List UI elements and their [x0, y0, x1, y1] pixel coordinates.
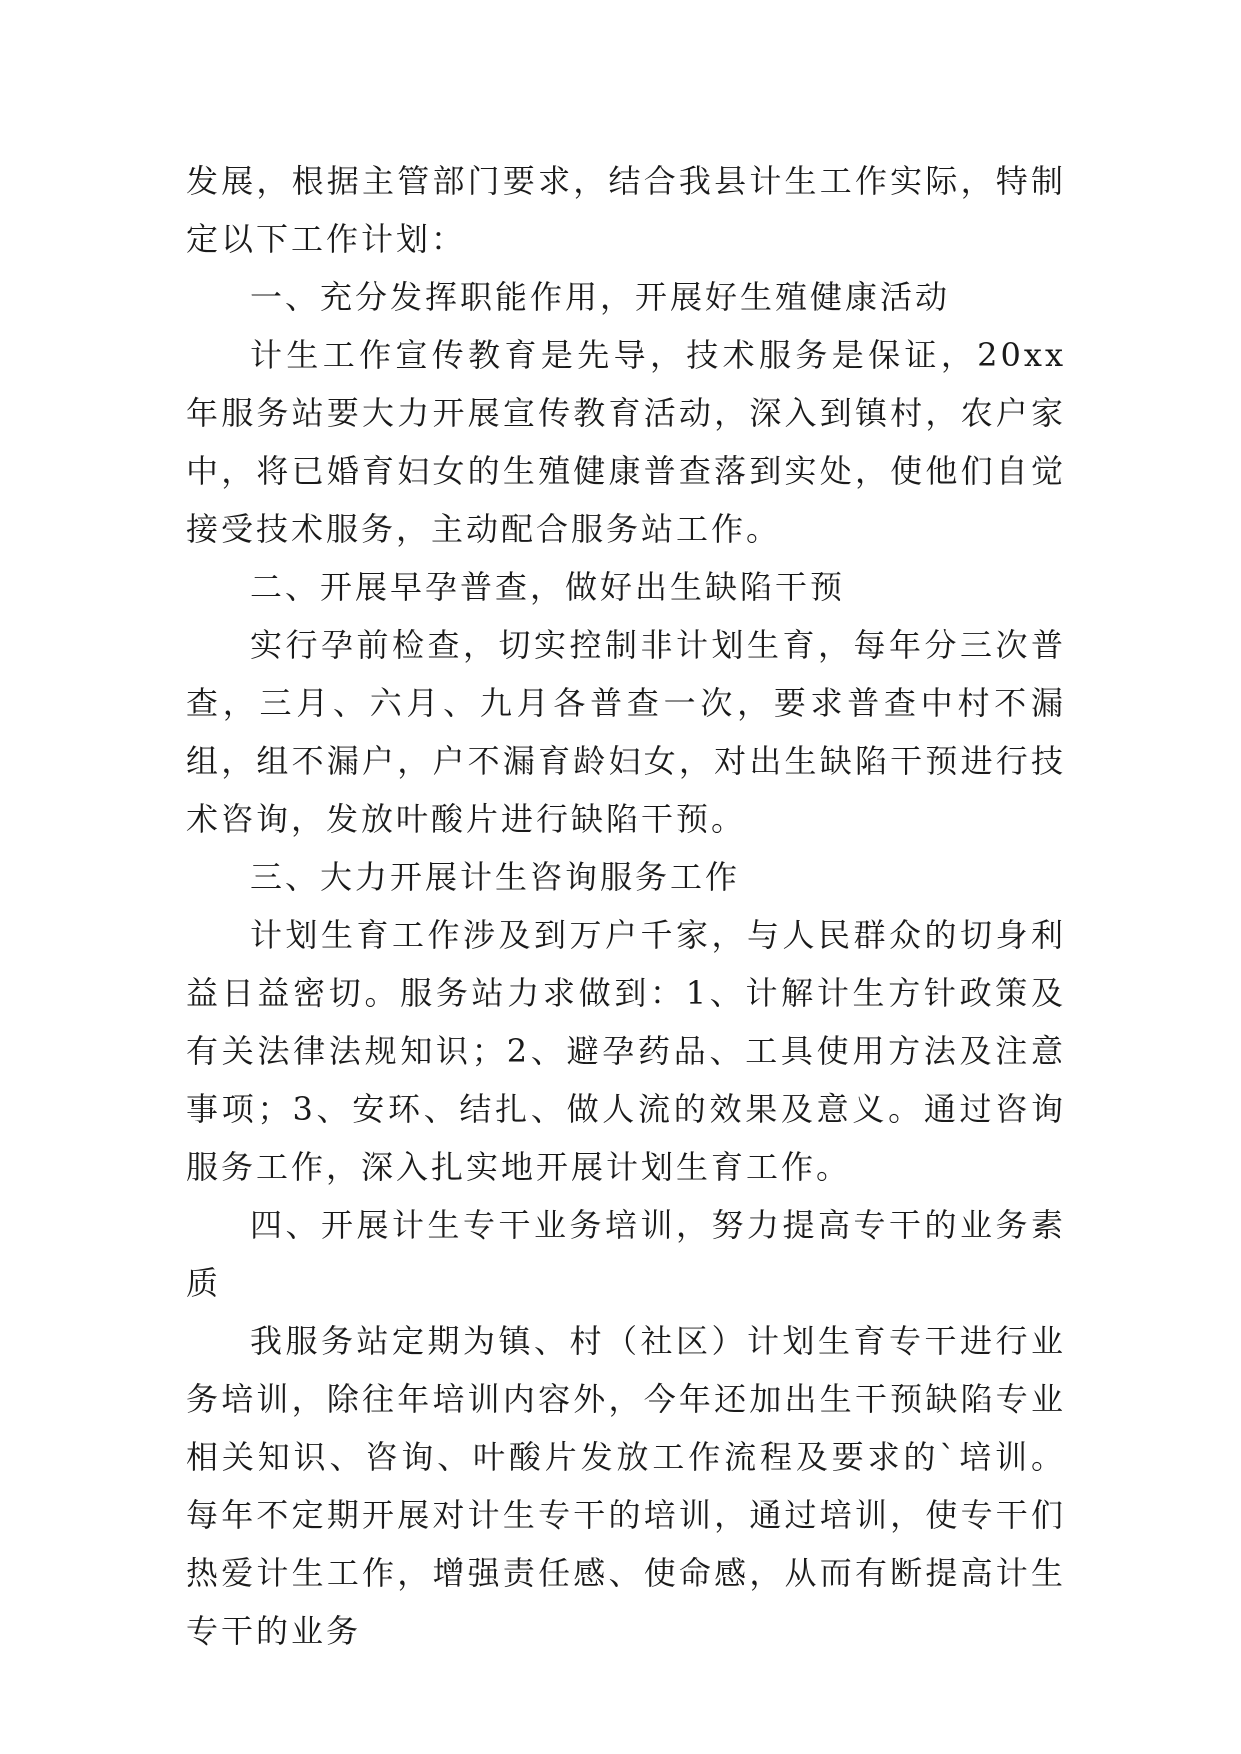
section-heading-3: 三、大力开展计生咨询服务工作: [250, 858, 741, 896]
body-paragraph-1: 计生工作宣传教育是先导，技术服务是保证，20xx 年服务站要大力开展宣传教育活动，深入到镇村，农户家中，将已婚育妇女的生殖健康普查落到实处，使他们自觉接受技术服务，主动配合服务站工作。: [186, 336, 1066, 548]
body-paragraph-3: 计划生育工作涉及到万户千家，与人民群众的切身利益日益密切。服务站力求做到：1、计解计生方针政策及有关法律法规知识；2、避孕药品、工具使用方法及注意事项；3、安环、结扎、做人流的效果及意义。通过咨询服务工作，深入扎实地开展计划生育工作。: [186, 916, 1066, 1186]
body-paragraph-4: 我服务站定期为镇、村（社区）计划生育专干进行业务培训，除往年培训内容外，今年还加出生干预缺陷专业相关知识、咨询、叶酸片发放工作流程及要求的`培训。每年不定期开展对计生专干的培训，通过培训，使专干们热爱计生工作，增强责任感、使命感，从而有断提高计生专干的业务: [186, 1322, 1066, 1650]
body-paragraph-2: 实行孕前检查，切实控制非计划生育，每年分三次普查，三月、六月、九月各普查一次，要求普查中村不漏组，组不漏户，户不漏育龄妇女，对出生缺陷干预进行技术咨询，发放叶酸片进行缺陷干预。: [186, 626, 1066, 838]
section-heading-1: 一、充分发挥职能作用，开展好生殖健康活动: [250, 278, 951, 316]
section-heading-2: 二、开展早孕普查，做好出生缺陷干预: [250, 568, 846, 606]
continuation-paragraph: 发展，根据主管部门要求，结合我县计生工作实际，特制定以下工作计划：: [186, 162, 1066, 258]
section-heading-4: 四、开展计生专干业务培训，努力提高专干的业务素质: [186, 1206, 1066, 1302]
document-body: [186, 152, 1066, 1660]
